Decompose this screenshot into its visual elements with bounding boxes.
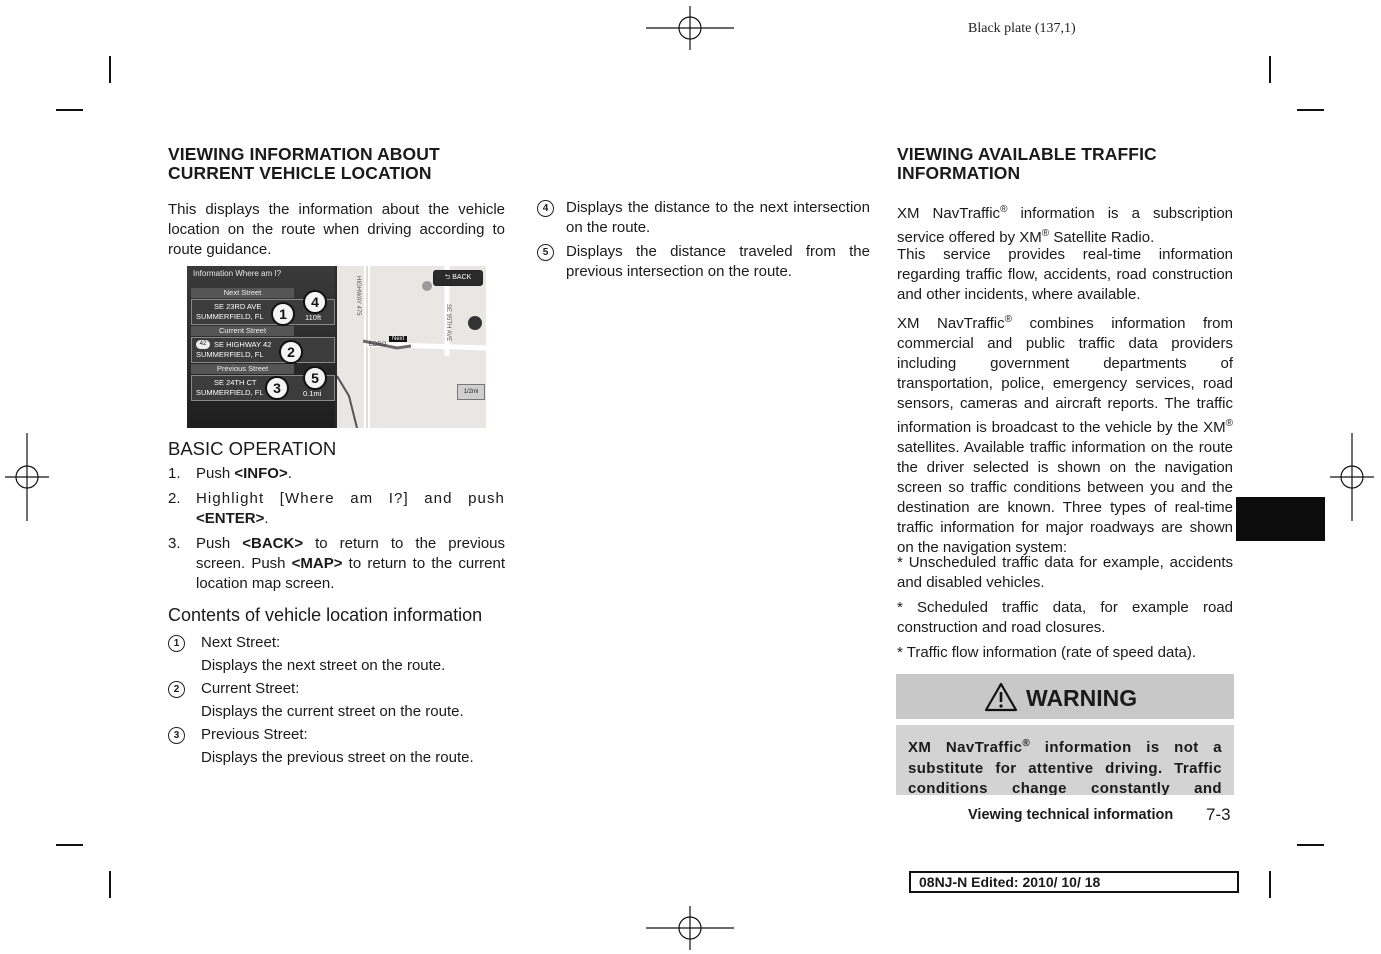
screen-header: Information Where am I? (193, 269, 282, 278)
info-button-label: <INFO> (234, 465, 288, 482)
distance-previous: 0.1mi (303, 389, 322, 398)
step-text: Push (196, 535, 243, 552)
next-street-name: SE 23RD AVE (214, 302, 262, 311)
current-street-name: SE HIGHWAY 42 (214, 340, 272, 349)
section-heading-vehicle-location (168, 145, 440, 183)
item-desc: Displays the current street on the route. (201, 703, 464, 720)
map-place-label: EDRO (369, 342, 387, 348)
map-road-label-2: SE 95TH AVE (445, 304, 451, 342)
previous-street-name: SE 24TH CT (214, 378, 257, 387)
registration-crosshair-top (646, 6, 734, 50)
map-scale: 1/2mi (457, 384, 485, 400)
text-run: combines information from commercial and public traffic data providers including government departments of transportation, police, emergency services, road sensors, cameras and aircraft reports. The traffic information is broadcast to the vehicle by the XM (897, 315, 1234, 436)
warning-triangle-icon (984, 682, 1018, 712)
section-heading-traffic (897, 145, 1157, 183)
registration-crosshair-left (5, 433, 49, 521)
text-run: XM NavTraffic (897, 205, 1001, 222)
registered-mark: ® (1000, 204, 1008, 215)
item-desc: Displays the distance traveled from the previous intersection on the route. (566, 243, 870, 280)
enter-button-label: <ENTER> (196, 510, 265, 527)
edited-stamp: 08NJ-N Edited: 2010/ 10/ 18 (909, 871, 1239, 893)
text-run: Satellite Radio. (1049, 229, 1155, 246)
text-run: satellites. Available traffic information on the route the driver selected is shown on the navigation screen so traffic conditions between you and the destination are known. Three types of real-time traffic information for major roadways are shown on the navigation system: (897, 439, 1233, 556)
warning-title: WARNING (1026, 685, 1138, 711)
callout-number-1: 1 (168, 635, 185, 652)
step-text-end: . (287, 465, 292, 482)
registered-mark: ® (1225, 418, 1233, 429)
intro-paragraph: This displays the information about the vehicle location on the route when driving according to route guidance. (168, 201, 505, 258)
item-desc: Displays the previous street on the route. (201, 749, 474, 766)
map-area (337, 266, 486, 428)
item-title: Current Street: (201, 680, 300, 697)
callout-number-2: 2 (168, 681, 185, 698)
item-desc: Displays the next street on the route. (201, 657, 446, 674)
callout-number-5: 5 (537, 244, 554, 261)
step-number: 3. (168, 535, 181, 552)
traffic-paragraph-2: This service provides real-time information regarding traffic flow, accidents, road construction and other incidents, where available. (897, 246, 1233, 303)
callout-5: 5 (303, 366, 327, 390)
item-title: Previous Street: (201, 726, 308, 743)
info-panel (187, 266, 335, 428)
page-number: 7-3 (1206, 805, 1231, 824)
footer-section-title: Viewing technical information (968, 807, 1174, 823)
callout-1: 1 (271, 302, 295, 326)
traffic-bullet-3: * Traffic flow information (rate of speed data). (897, 644, 1197, 661)
registered-mark: ® (1022, 738, 1031, 749)
step-text-end: to return to the current location map screen. (196, 555, 505, 592)
chapter-tab (1236, 497, 1325, 541)
back-button (433, 270, 483, 286)
current-street-box (191, 337, 335, 363)
heading-line: CURRENT VEHICLE LOCATION (168, 163, 432, 183)
callout-number-3: 3 (168, 727, 185, 744)
step-text-mid: to return to the previous screen. Push (196, 535, 506, 572)
heading-line: VIEWING AVAILABLE TRAFFIC (897, 144, 1157, 164)
back-arrow-icon: ⮌ (444, 274, 453, 281)
item-title: Next Street: (201, 634, 281, 651)
callout-3: 3 (265, 376, 289, 400)
warning-body (896, 725, 1234, 795)
route-shield-icon: 42 (196, 340, 210, 349)
next-street-bar: Next Street (191, 288, 294, 298)
traffic-paragraph-3 (897, 310, 1233, 558)
warning-text: information is not a substitute for attentive driving. Traffic conditions change constantly and (908, 739, 1222, 795)
previous-street-city: SUMMERFIELD, FL (196, 388, 264, 397)
step-number: 1. (168, 465, 181, 482)
back-button-label: <BACK> (242, 535, 304, 552)
contents-title: Contents of vehicle location information (168, 605, 483, 625)
previous-street-bar: Previous Street (191, 364, 294, 374)
step-text: Push (196, 465, 235, 482)
step-number: 2. (168, 490, 181, 507)
text-run: XM NavTraffic (897, 315, 1005, 332)
plate-label: Black plate (137,1) (968, 21, 1076, 36)
registration-crosshair-bottom (646, 906, 734, 950)
traffic-paragraph-1 (897, 200, 1233, 248)
map-button-label: <MAP> (291, 555, 343, 572)
warning-text: XM NavTraffic (908, 739, 1023, 756)
registration-crosshair-right (1330, 433, 1374, 521)
back-label: BACK (452, 274, 472, 281)
callout-2: 2 (279, 340, 303, 364)
current-street-bar: Current Street (191, 326, 294, 336)
next-street-city: SUMMERFIELD, FL (196, 312, 264, 321)
step-text: Highlight [Where am I?] and push (196, 490, 505, 507)
heading-line: INFORMATION (897, 163, 1021, 183)
current-street-city: SUMMERFIELD, FL (196, 350, 264, 359)
basic-operation-title: BASIC OPERATION (168, 438, 337, 459)
traffic-bullet-2: * Scheduled traffic data, for example road construction and road closures. (897, 599, 1233, 636)
callout-4: 4 (303, 290, 327, 314)
heading-line: VIEWING INFORMATION ABOUT (168, 144, 440, 164)
nav-screen-illustration (187, 266, 486, 428)
map-road-label-1: HIGHWAY 475 (355, 276, 361, 316)
warning-header (896, 674, 1234, 719)
registered-mark: ® (1004, 314, 1012, 325)
text-run: information is a subscription service offered by XM (897, 205, 1233, 246)
callout-number-4: 4 (537, 200, 554, 217)
distance-next: 110ft (305, 313, 322, 322)
registered-mark: ® (1041, 228, 1050, 239)
step-text-end: . (264, 510, 270, 527)
item-desc: Displays the distance to the next intersection on the route. (566, 199, 870, 236)
map-next-label: Next (389, 336, 407, 342)
traffic-bullet-1: * Unscheduled traffic data for example, accidents and disabled vehicles. (897, 554, 1233, 591)
